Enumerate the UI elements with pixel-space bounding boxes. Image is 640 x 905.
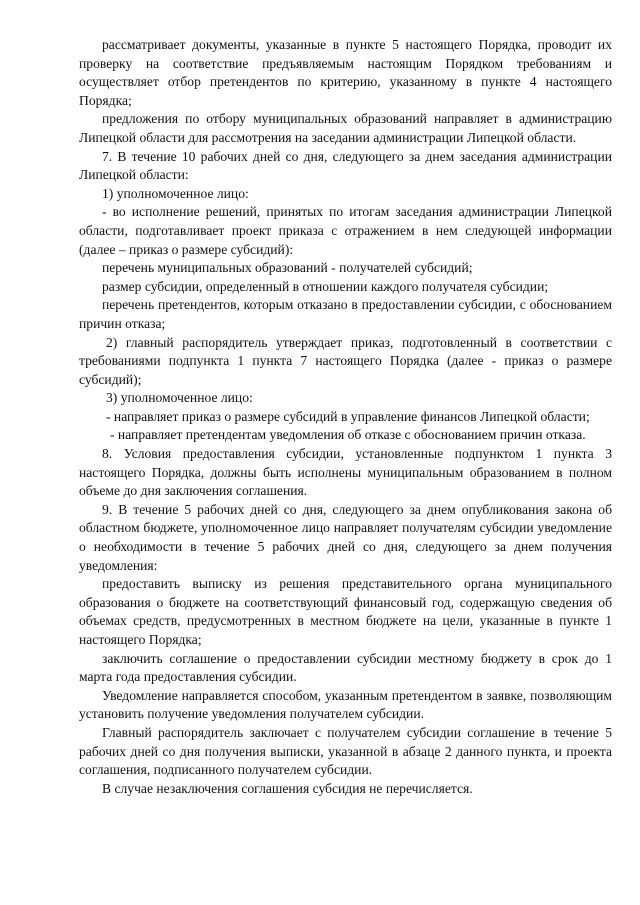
paragraph: 1) уполномоченное лицо: (102, 185, 249, 201)
paragraph: В случае незаключения соглашения субсидия не перечисляется. (102, 780, 473, 796)
paragraph: 7. В течение 10 рабочих дней со дня, следующего за днем заседания администрации Липецкой области: (79, 148, 612, 183)
paragraph: размер субсидии, определенный в отношении каждого получателя субсидии; (102, 278, 549, 294)
paragraph: заключить соглашение о предоставлении субсидии местному бюджету в срок до 1 марта года предоставления субсидии. (79, 650, 612, 685)
paragraph: перечень претендентов, которым отказано в предоставлении субсидии, с обоснованием причин отказа; (79, 297, 612, 331)
paragraph: - во исполнение решений, принятых по итогам заседания администрации Липецкой области, подготавливает проект приказа с отражением в нем следующей информации (далее – приказ о размере субсидий): (79, 204, 612, 257)
paragraph: - направляет претендентам уведомления об отказе с обоснованием причин отказа. (110, 427, 586, 443)
paragraph: предложения по отбору муниципальных образований направляет в администрацию Липецкой области для рассмотрения на заседании администрации Липецкой области. (79, 111, 612, 145)
paragraph: 9. В течение 5 рабочих дней со дня, следующего за днем опубликования закона об областном бюджете, уполномоченное лицо направляет получателям субсидии уведомление о необходимости в течение 5 рабочих дней со дня, следующего за днем получения уведомления: (79, 501, 612, 573)
paragraph: Главный распорядитель заключает с получателем субсидии соглашение в течение 5 рабочих дней со дня получения выписки, указанной в абзаце 2 данного пункта, и проекта соглашения, подписанного получателем субсидии. (79, 724, 612, 778)
paragraph: 2) главный распорядитель утверждает приказ, подготовленный в соответствии с требованиями подпункта 1 пункта 7 настоящего Порядка (далее - приказ о размере субсидий); (79, 334, 612, 387)
paragraph: рассматривает документы, указанные в пункте 5 настоящего Порядка, проводит их проверку на соответствие предъявляемым настоящим Порядком требованиям и осуществляет отбор претендентов по критерию, указанному в пункте 4 настоящего Порядка; (79, 37, 612, 108)
paragraph: 8. Условия предоставления субсидии, установленные подпунктом 1 пункта 3 настоящего Порядка, должны быть исполнены муниципальным образованием в полном объеме до дня заключения соглашения. (79, 446, 612, 499)
paragraph: предоставить выписку из решения представительного органа муниципального образования о бюджете на соответствующий финансовый год, содержащую сведения об объемах средств, предусмотренных в местном бюджете на цели, указанные в пункте 1 настоящего Порядка; (79, 576, 612, 647)
paragraph: - направляет приказ о размере субсидий в управление финансов Липецкой области; (106, 408, 590, 424)
paragraph: Уведомление направляется способом, указанным претендентом в заявке, позволяющим установить получение уведомления получателем субсидии. (79, 687, 612, 722)
document-body (79, 36, 612, 798)
paragraph: 3) уполномоченное лицо: (106, 390, 253, 406)
paragraph: перечень муниципальных образований - получателей субсидий; (102, 260, 473, 276)
